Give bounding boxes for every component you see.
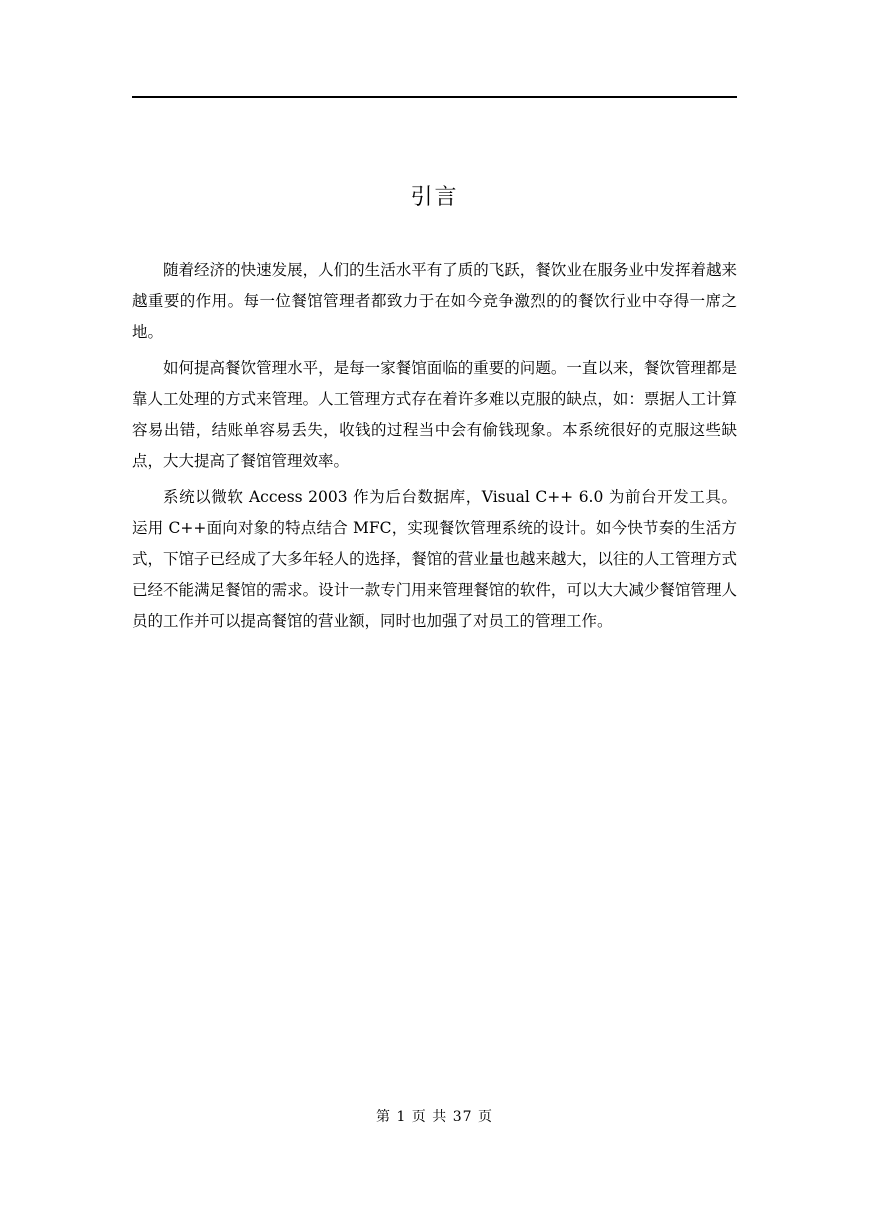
header-rule xyxy=(132,96,737,98)
paragraph-1: 随着经济的快速发展，人们的生活水平有了质的飞跃，餐饮业在服务业中发挥着越来越重要的作用。每一位餐馆管理者都致力于在如今竞争激烈的的餐饮行业中夺得一席之地。 xyxy=(132,261,737,341)
page-title: 引言 xyxy=(410,185,459,210)
page-number-footer: 第 1 页 共 37 页 xyxy=(376,1109,493,1125)
body-text xyxy=(132,255,737,642)
paragraph-3: 系统以微软 Access 2003 作为后台数据库，Visual C++ 6.0 为前台开发工具。运用 C++面向对象的特点结合 MFC，实现餐饮管理系统的设计。如今快节奏的生活方式，下馆子已经成了大多年轻人的选择，餐馆的营业量也越来越大，以往的人工管理方式已经不能满足餐馆的需求。设计一款专门用来管理餐馆的软件，可以大大减少餐馆管理人员的工作并可以提高餐馆的营业额，同时也加强了对员工的管理工作。 xyxy=(132,488,737,630)
paragraph-2: 如何提高餐饮管理水平，是每一家餐馆面临的重要的问题。一直以来，餐饮管理都是靠人工处理的方式来管理。人工管理方式存在着许多难以克服的缺点，如：票据人工计算容易出错，结账单容易丢失，收钱的过程当中会有偷钱现象。本系统很好的克服这些缺点，大大提高了餐馆管理效率。 xyxy=(132,359,737,470)
